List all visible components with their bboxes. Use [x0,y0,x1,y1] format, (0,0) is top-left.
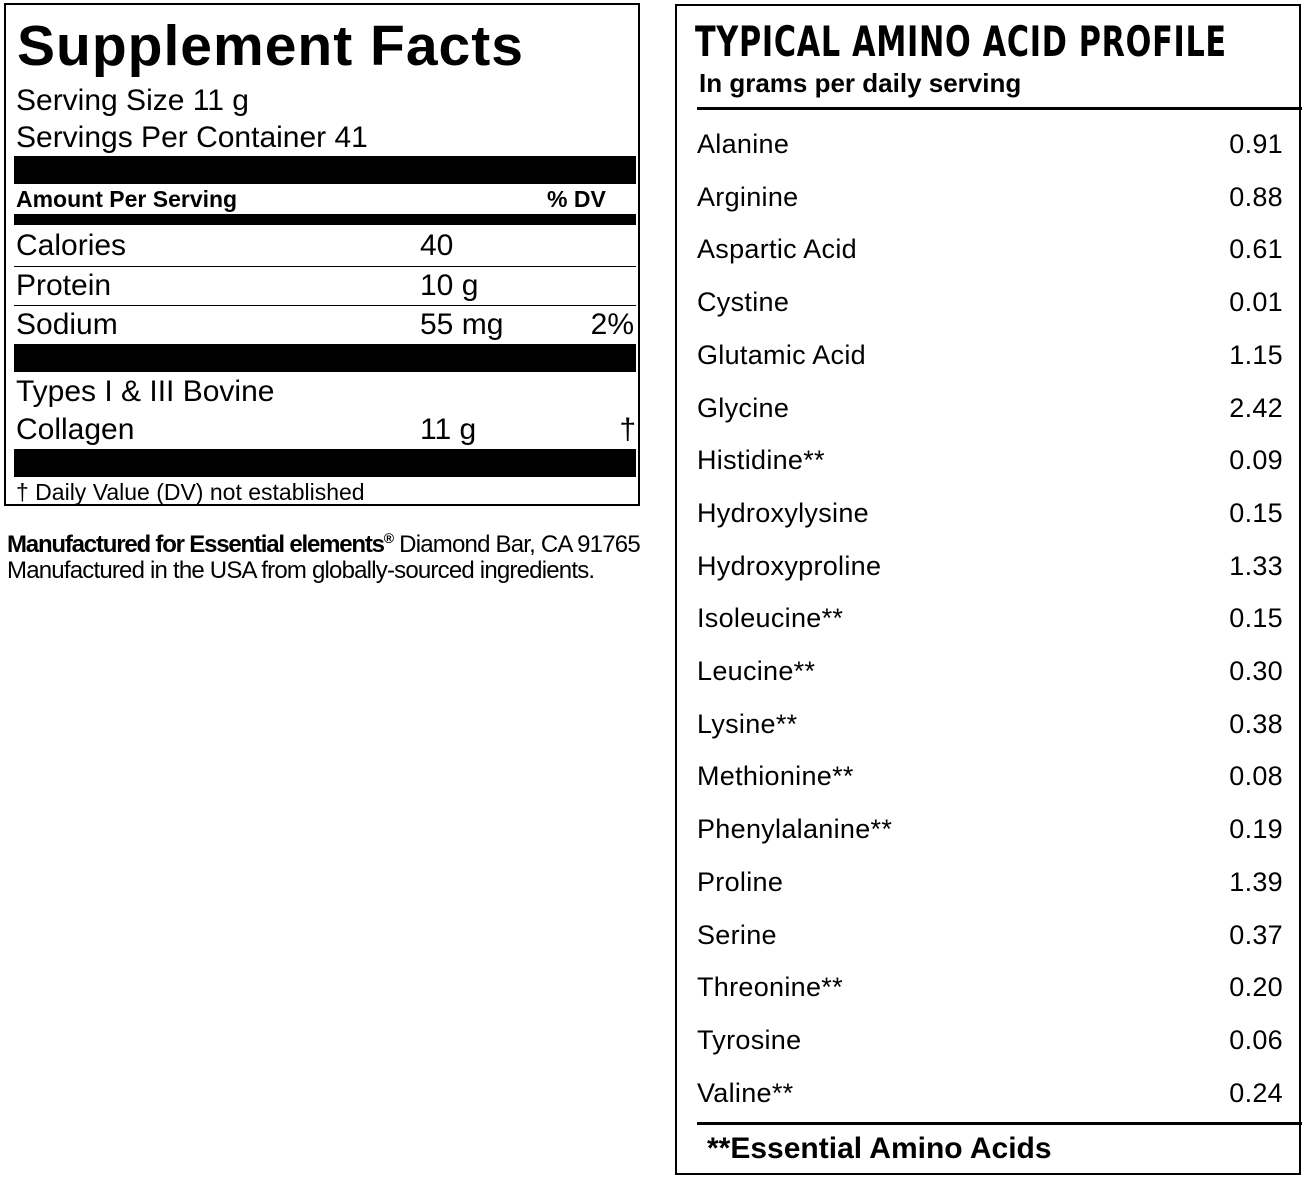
amino-acid-panel [675,4,1301,1175]
nutrient-amount: 40 [420,229,454,262]
amino-profile-subtitle: In grams per daily serving [699,68,1022,98]
amino-acid-row [677,434,1301,486]
collagen-row [6,411,638,449]
amino-acid-value: 0.24 [1229,1077,1283,1108]
manufacturer-line-2: Manufactured in the USA from globally-sourced ingredients. [7,557,595,584]
nutrient-name: Calories [16,229,127,262]
amino-acid-value: 0.20 [1229,972,1283,1003]
amino-acid-row [677,750,1301,802]
amino-profile-title: TYPICAL AMINO ACID PROFILE [695,17,1227,66]
collagen-amount: 11 g [420,413,477,446]
amino-acid-value: 0.88 [1229,181,1283,212]
amino-acid-value: 0.06 [1229,1024,1283,1055]
amino-acid-value: 0.09 [1229,445,1283,476]
amino-acid-row [677,961,1301,1013]
supplement-facts-panel [4,3,640,506]
thick-divider [14,344,636,372]
serving-size: Serving Size 11 g [16,84,249,117]
collagen-dagger: † [619,413,636,446]
amino-acid-row [677,592,1301,644]
amino-acid-value: 0.38 [1229,708,1283,739]
supplement-facts-title: Supplement Facts [17,14,524,78]
amino-acid-row [677,487,1301,539]
amino-acid-name: Methionine** [697,761,854,792]
amino-acid-value: 0.91 [1229,129,1283,159]
thick-divider [14,449,636,477]
amino-acid-row [677,803,1301,855]
manufacturer-bold: Manufactured for Essential elements [7,531,384,558]
nutrient-amount: 55 mg [420,308,504,341]
footer-rule [697,1122,1302,1125]
nutrient-amount: 10 g [420,269,479,302]
nutrient-dv: 2% [590,308,634,341]
thick-divider [14,156,636,184]
amino-acid-value: 0.01 [1229,287,1283,318]
amino-acid-row [677,698,1301,750]
amino-acid-row [677,223,1301,275]
amino-acid-row [677,856,1301,908]
amino-acid-name: Tyrosine [697,1024,802,1055]
amino-acid-row [677,118,1301,170]
amino-acid-row [677,1014,1301,1066]
nutrient-row-protein [6,267,638,305]
amino-acid-name: Aspartic Acid [697,234,857,265]
amino-acid-value: 2.42 [1229,392,1283,423]
manufacturer-line-1 [7,523,640,560]
essential-amino-footnote: **Essential Amino Acids [707,1132,1052,1165]
amino-acid-value: 1.39 [1229,866,1283,897]
amino-acid-name: Cystine [697,287,790,318]
amino-acid-row [677,171,1301,223]
amino-acid-name: Leucine** [697,656,816,686]
amino-acid-value: 1.33 [1229,550,1283,581]
registered-mark: ® [383,530,394,546]
daily-value-footnote: † Daily Value (DV) not established [16,479,365,505]
amount-per-serving-label: Amount Per Serving [16,186,238,212]
amino-acid-value: 0.30 [1229,656,1283,686]
amino-acid-value: 0.08 [1229,761,1283,792]
amino-acid-name: Phenylalanine** [697,814,893,845]
amino-acid-row [677,540,1301,592]
nutrient-name: Protein [16,269,112,302]
header-rule [697,107,1302,110]
nutrient-row-calories [6,227,638,265]
collagen-name-line2: Collagen [16,413,135,446]
amino-acid-row [677,1067,1301,1119]
dv-label: % DV [547,186,606,212]
amino-acid-name: Serine [697,919,777,950]
amino-acid-name: Glycine [697,392,790,423]
amino-acid-row [677,329,1301,381]
collagen-name-line1: Types I & III Bovine [16,375,275,408]
amino-acid-name: Alanine [697,129,790,159]
amino-acid-name: Threonine** [697,972,843,1003]
medium-divider [14,214,636,225]
amino-acid-name: Lysine** [697,708,798,739]
amino-acid-name: Arginine [697,181,799,212]
amino-acid-value: 0.37 [1229,919,1283,950]
amino-acid-value: 0.15 [1229,497,1283,528]
amino-acid-name: Valine** [697,1077,794,1108]
collagen-row-line1 [6,373,638,411]
nutrient-name: Sodium [16,308,118,341]
servings-per-container: Servings Per Container 41 [16,121,368,154]
amino-acid-value: 0.19 [1229,814,1283,845]
nutrient-row-sodium [6,306,638,344]
amino-acid-name: Glutamic Acid [697,339,866,370]
amino-acid-row [677,909,1301,961]
amino-acid-name: Proline [697,866,784,897]
amino-acid-value: 1.15 [1229,339,1283,370]
amino-acid-row [677,276,1301,328]
amino-acid-row [677,382,1301,434]
amino-acid-value: 0.61 [1229,234,1283,265]
amino-acid-name: Isoleucine** [697,603,844,634]
amino-acid-row [677,645,1301,697]
amino-acid-name: Histidine** [697,445,825,476]
amino-acid-value: 0.15 [1229,603,1283,634]
amino-acid-name: Hydroxylysine [697,497,869,528]
manufacturer-address: Diamond Bar, CA 91765 [393,531,640,558]
amino-acid-name: Hydroxyproline [697,550,882,581]
